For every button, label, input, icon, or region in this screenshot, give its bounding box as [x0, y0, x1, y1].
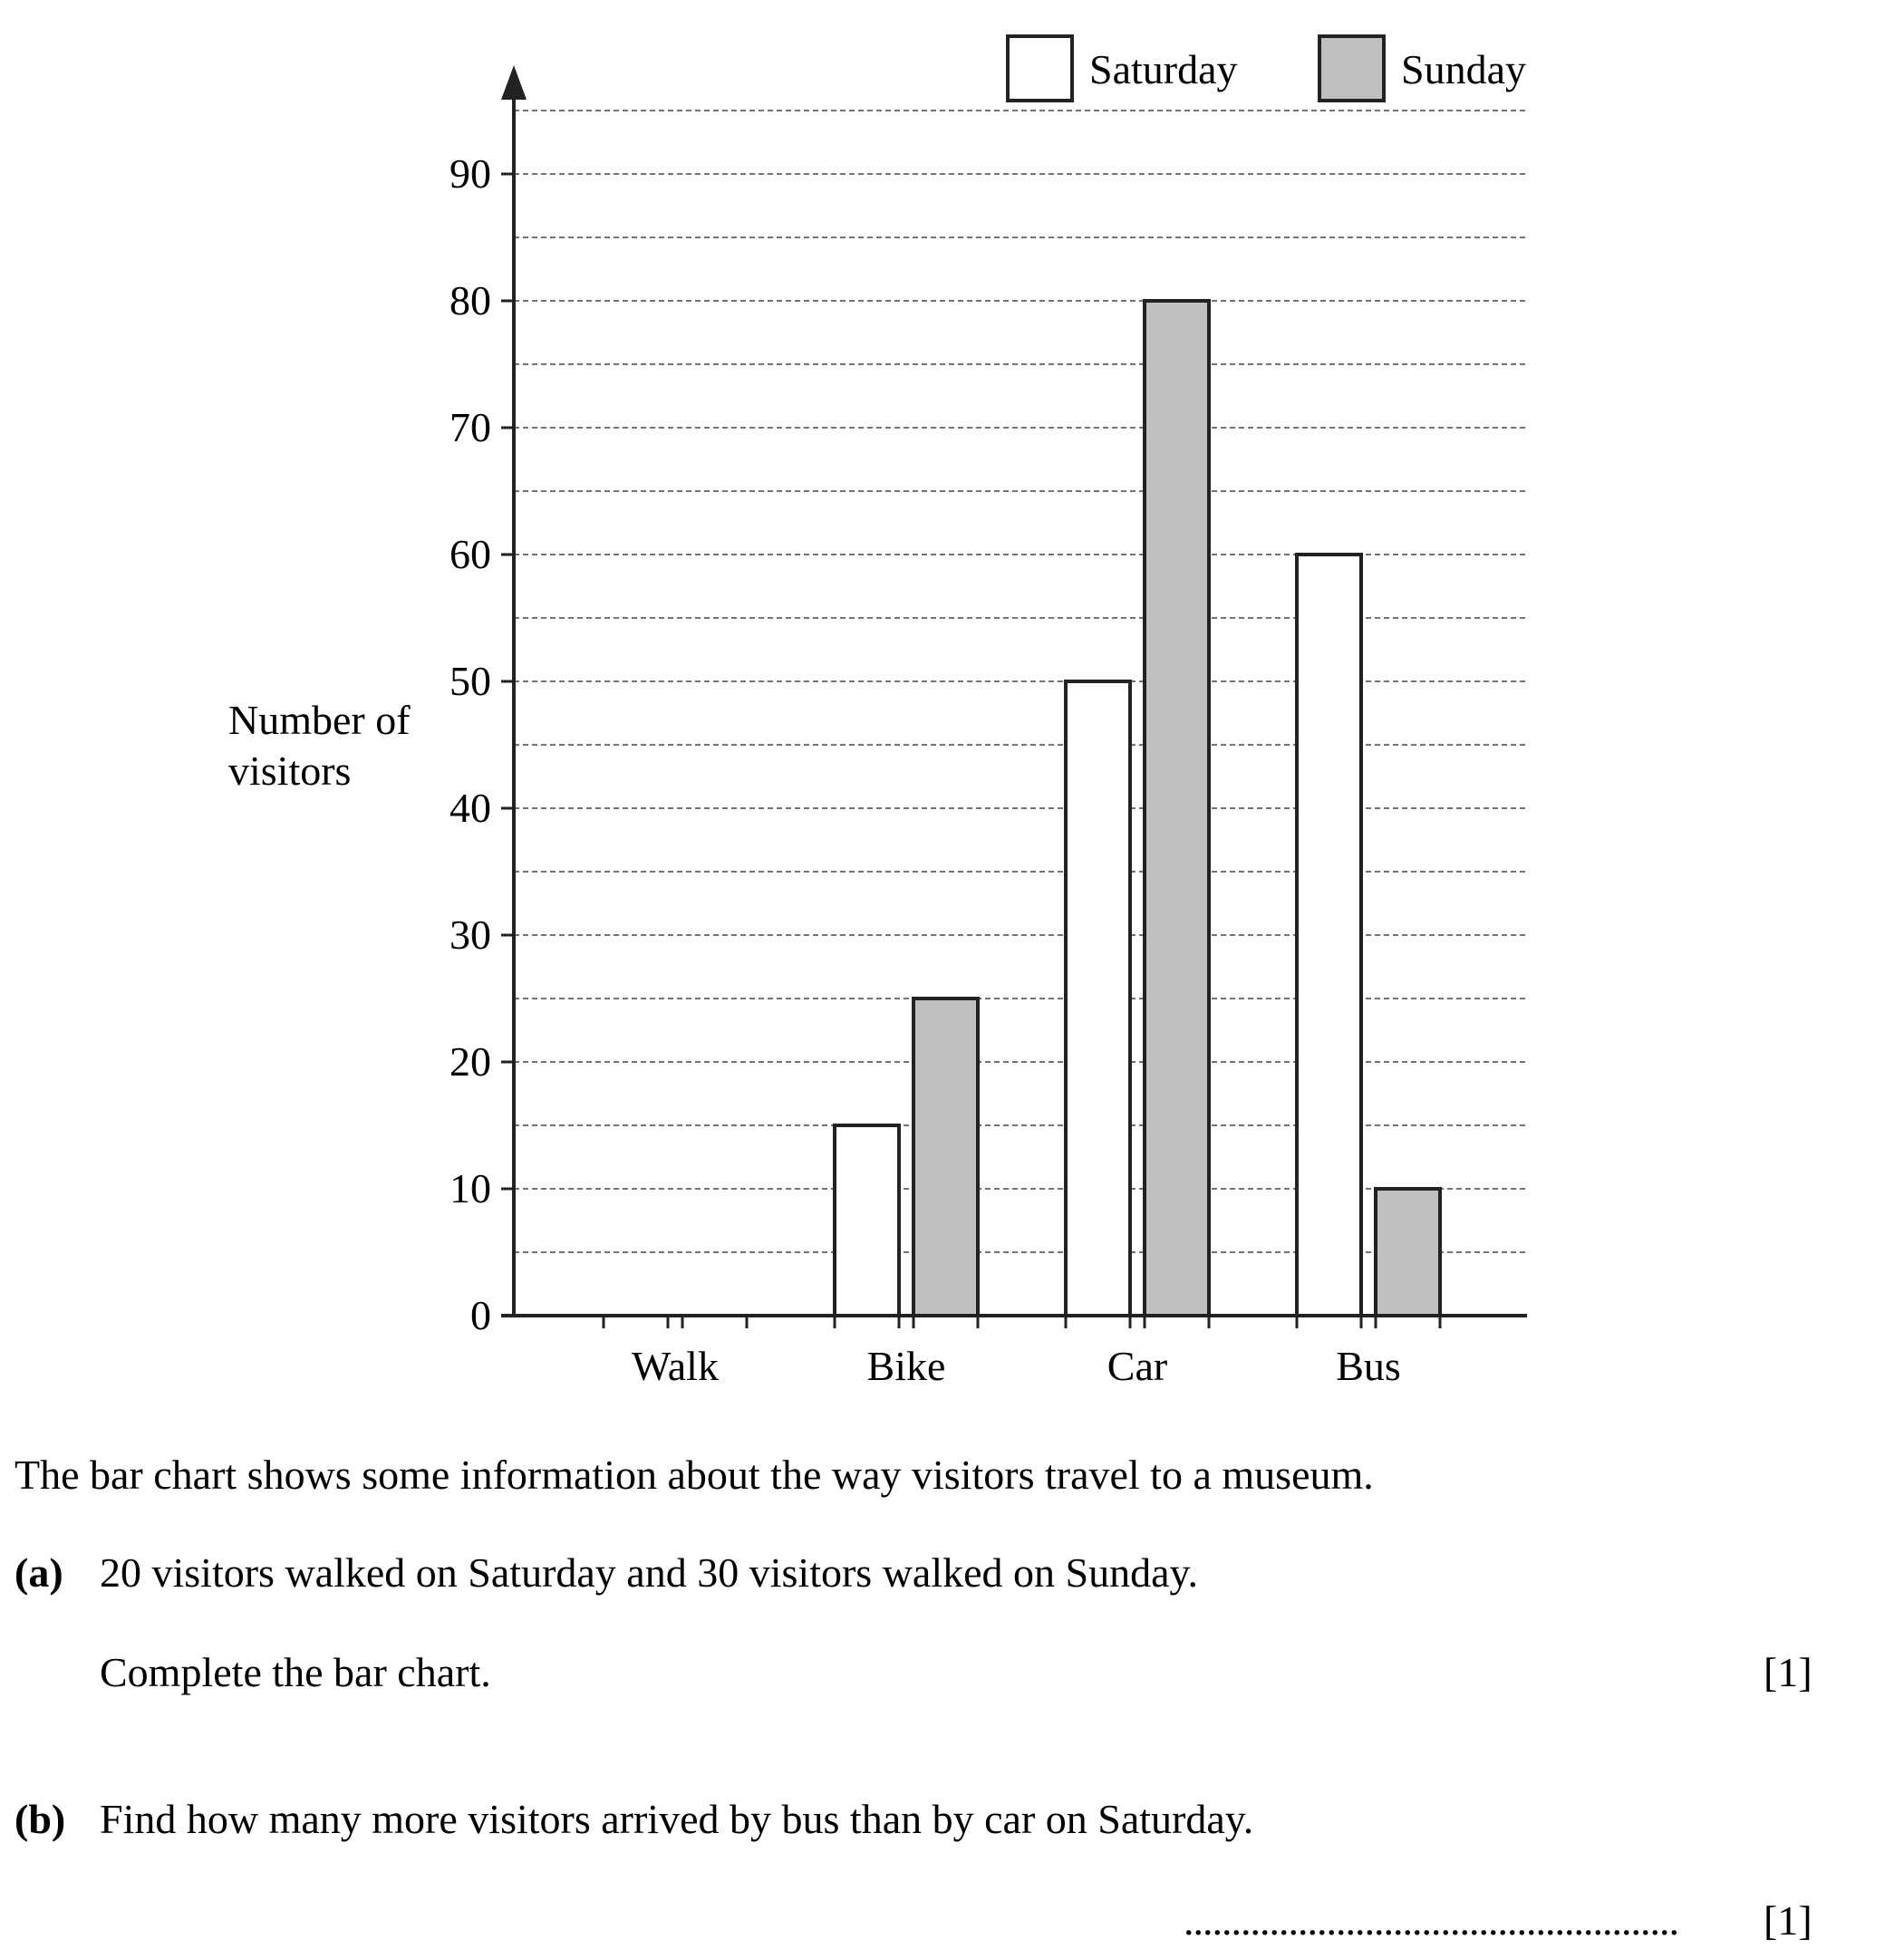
- bar-sunday-car: [1145, 301, 1209, 1316]
- x-tick-label-bike: Bike: [866, 1343, 946, 1389]
- legend-swatch-sunday: [1319, 36, 1384, 101]
- y-tick-label: 10: [449, 1165, 491, 1211]
- y-axis-label-line: Number of: [228, 697, 411, 743]
- legend-label-saturday: Saturday: [1089, 46, 1238, 92]
- legend-swatch-saturday: [1008, 36, 1072, 101]
- y-axis-arrow: [501, 65, 527, 100]
- bar-saturday-bike: [835, 1125, 899, 1316]
- legend-label-sunday: Sunday: [1401, 46, 1526, 92]
- bar-sunday-bus: [1376, 1189, 1440, 1316]
- part-b-label: (b): [14, 1796, 66, 1842]
- y-tick-label: 60: [449, 531, 491, 577]
- bar-sunday-bike: [913, 999, 978, 1316]
- part-a-marks: [1]: [1764, 1649, 1812, 1695]
- gridlines: [514, 111, 1527, 1252]
- part-b-question: Find how many more visitors arrived by bus than by car on Saturday.: [100, 1796, 1254, 1842]
- bar-saturday-bus: [1297, 555, 1361, 1316]
- x-axis-ticks: [604, 1316, 1440, 1389]
- y-tick-label: 20: [449, 1038, 491, 1085]
- intro-text: The bar chart shows some information about the way visitors travel to a museum.: [14, 1452, 1374, 1498]
- x-tick-label-walk: Walk: [632, 1343, 719, 1389]
- axes: [501, 65, 1527, 1316]
- part-a-label: (a): [14, 1549, 63, 1596]
- y-tick-label: 40: [449, 785, 491, 831]
- y-tick-label: 90: [449, 150, 491, 197]
- part-a-instruction: Complete the bar chart.: [100, 1649, 491, 1695]
- y-axis-label-line: visitors: [228, 748, 352, 794]
- x-tick-label-bus: Bus: [1336, 1343, 1401, 1389]
- y-tick-label: 80: [449, 277, 491, 323]
- part-a-question: 20 visitors walked on Saturday and 30 visitors walked on Sunday.: [100, 1549, 1199, 1596]
- part-b-marks: [1]: [1764, 1897, 1812, 1944]
- bar-saturday-car: [1066, 681, 1130, 1316]
- y-axis-ticks: [449, 150, 514, 1338]
- y-axis-label: [228, 697, 411, 794]
- y-tick-label: 70: [449, 404, 491, 450]
- legend: [1008, 36, 1526, 101]
- y-tick-label: 50: [449, 658, 491, 704]
- y-tick-label: 0: [470, 1292, 491, 1338]
- x-tick-label-car: Car: [1107, 1343, 1168, 1389]
- part-b-answer-line[interactable]: ....................................................: [1184, 1897, 1678, 1944]
- y-tick-label: 30: [449, 912, 491, 958]
